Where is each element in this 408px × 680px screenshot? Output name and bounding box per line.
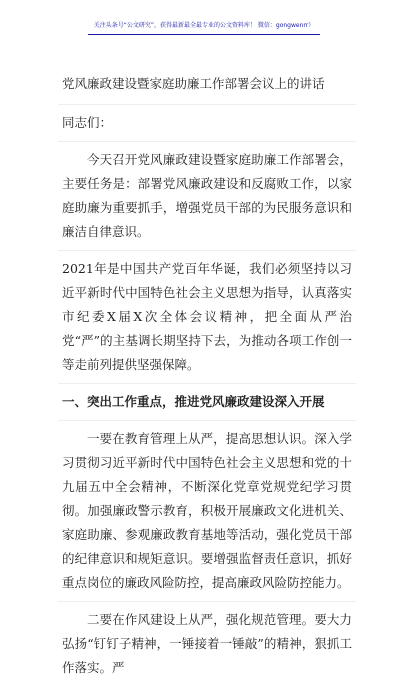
divider [58,383,356,384]
header-banner: 关注头条号“公文研究”，获得最新最全最专业的公文资料库！ 微信：gongwenrr） [93,22,315,29]
divider [58,420,356,421]
divider [58,250,356,251]
paragraph-2021: 2021年是中国共产党百年华诞，我们必须坚持以习近平新时代中国特色社会主义思想为指导，认真落实市纪委X届X次全体会议精神，把全面从严治党“严”的主基调长期坚持下去，为推动各项工作创一等走前列提供坚强保障。 [62,261,352,372]
greeting: 同志们： [62,115,113,130]
section-heading-1: 一、突出工作重点，推进党风廉政建设深入开展 [62,394,325,409]
document-body [62,60,352,680]
divider [58,104,356,105]
divider [58,601,356,602]
document-title: 党风廉政建设暨家庭助廉工作部署会议上的讲话 [62,76,325,91]
banner-divider [88,34,320,35]
divider [58,141,356,142]
paragraph-style: 二要在作风建设上从严，强化规范管理。要大力弘扬“钉钉子精神，一锤接着一锤敲”的精神，狠抓工作落实。严 [62,612,352,675]
paragraph-intro: 今天召开党风廉政建设暨家庭助廉工作部署会，主要任务是：部署党风廉政建设和反腐败工作，以家庭助廉为重要抓手，增强党员干部的为民服务意识和廉洁自律意识。 [62,152,352,239]
paragraph-education: 一要在教育管理上从严，提高思想认识。深入学习贯彻习近平新时代中国特色社会主义思想和党的十九届五中全会精神，不断深化党章党规党纪学习贯彻。加强廉政警示教育，积极开展廉政文化进机关、家庭助廉、参观廉政教育基地等活动，强化党员干部的纪律意识和规矩意识。要增强监督责任意识，抓好重点岗位的廉政风险防控，提高廉政风险防控能力。 [62,431,352,590]
